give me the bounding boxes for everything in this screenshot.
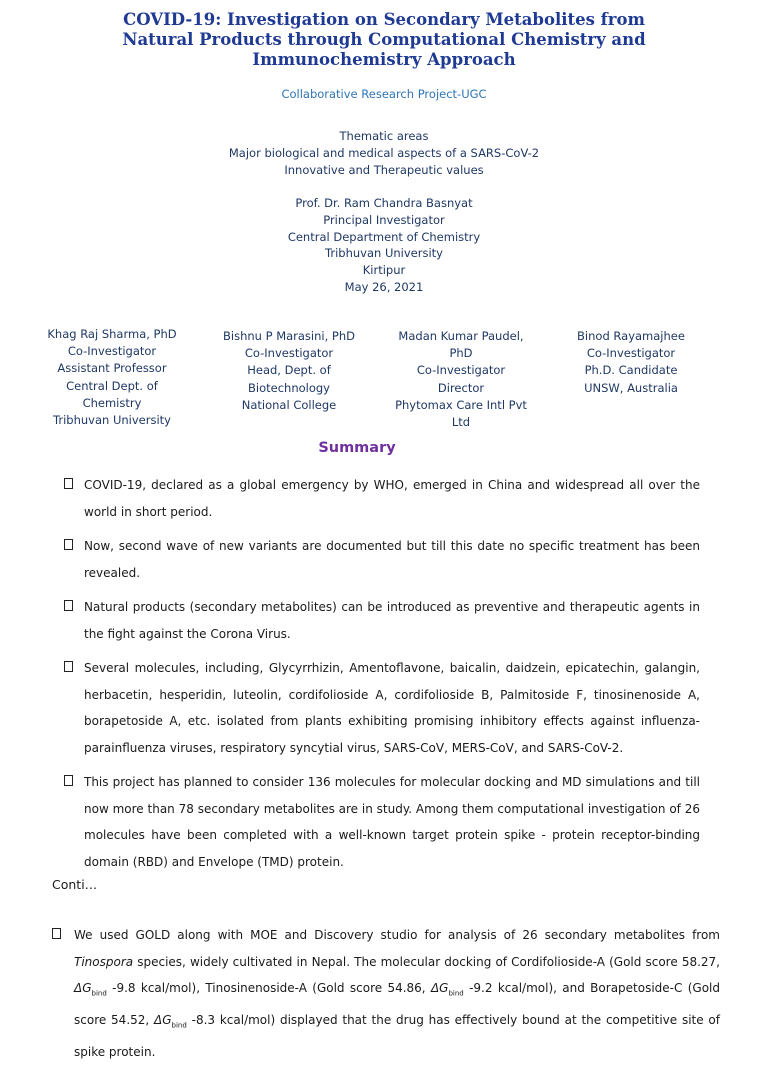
member-name: Binod Rayamajhee bbox=[577, 329, 685, 343]
member-line: Co-Investigator bbox=[67, 344, 157, 359]
pi-university: Tribhuvan University bbox=[325, 246, 443, 261]
bullet-box-icon bbox=[64, 539, 73, 550]
continued-label: Conti… bbox=[52, 877, 98, 892]
title-line: Immunochemistry Approach bbox=[252, 50, 516, 69]
member-line: Assistant Professor bbox=[57, 361, 167, 376]
member-name: Madan Kumar Paudel, bbox=[398, 329, 524, 343]
text-run: species, widely cultivated in Nepal. The molecular docking of Cordifolioside-A (Gold score 58.27, bbox=[133, 954, 720, 969]
member-line: Biotechnology bbox=[248, 380, 330, 395]
thematic-area-1: Major biological and medical aspects of a SARS-CoV-2 bbox=[228, 145, 540, 160]
team-member-1 bbox=[38, 326, 186, 429]
list-item bbox=[64, 533, 700, 586]
bullet-box-icon bbox=[64, 775, 73, 786]
genus-name: Tinospora bbox=[74, 954, 134, 969]
bullet-text: Natural products (secondary metabolites) can be introduced as preventive and therapeutic agents in the fight against the Corona Virus. bbox=[84, 600, 700, 641]
member-name: Khag Raj Sharma, PhD bbox=[47, 327, 177, 341]
delta-g-symbol: ΔG bbox=[74, 981, 92, 995]
principal-investigator-block bbox=[0, 195, 768, 296]
list-item bbox=[64, 655, 700, 761]
member-line: Phytomax Care Intl Pvt bbox=[395, 397, 527, 412]
list-item bbox=[64, 769, 700, 875]
bullet-box-icon bbox=[64, 661, 73, 672]
subscript: bind bbox=[448, 989, 464, 998]
bullet-text: This project has planned to consider 136 molecules for molecular docking and MD simulations and till now more than 78 secondary metabolites are in study. Among them computational investigation of 26 molecules have been completed with a well-known target protein spike - protein receptor-binding domain (RBD) and Envelope (TMD) protein. bbox=[84, 775, 700, 869]
member-line: UNSW, Australia bbox=[584, 380, 678, 395]
member-line: Tribhuvan University bbox=[53, 413, 171, 428]
pi-role: Principal Investigator bbox=[323, 212, 445, 227]
thematic-area-2: Innovative and Therapeutic values bbox=[284, 162, 484, 177]
summary-heading: Summary bbox=[318, 440, 396, 456]
team-member-3 bbox=[386, 328, 536, 431]
member-line: PhD bbox=[449, 346, 473, 361]
bullet-text: Several molecules, including, Glycyrrhizin, Amentoflavone, baicalin, daidzein, epicatechin, galangin, herbacetin, hesperidin, luteolin, cordifolioside A, cordifolioside B, Palmitoside F, tinosinenoside A, borapetoside A, etc. isolated from plants exhibiting promising inhibitory effects against influenza-parainfluenza viruses, respiratory syncytial virus, SARS-CoV, MERS-CoV, and SARS-CoV-2. bbox=[84, 661, 700, 755]
bullet-text bbox=[74, 922, 720, 1065]
member-line: Co-Investigator bbox=[416, 363, 506, 378]
member-line: Ph.D. Candidate bbox=[584, 363, 678, 378]
member-line: Head, Dept. of bbox=[247, 363, 331, 378]
bullet-box-icon bbox=[64, 478, 73, 489]
subscript: bind bbox=[91, 989, 107, 998]
delta-g-symbol: ΔG bbox=[430, 981, 449, 995]
delta-g-symbol: ΔG bbox=[154, 1012, 172, 1027]
document-title bbox=[60, 10, 708, 70]
team-member-2 bbox=[212, 328, 366, 414]
bullet-box-icon bbox=[52, 928, 61, 939]
project-subtitle: Collaborative Research Project-UGC bbox=[281, 87, 487, 101]
bullet-box-icon bbox=[64, 600, 73, 611]
member-line: Co-Investigator bbox=[244, 346, 334, 361]
pi-name: Prof. Dr. Ram Chandra Basnyat bbox=[295, 196, 473, 210]
thematic-areas bbox=[0, 128, 768, 178]
member-line: Director bbox=[437, 380, 485, 395]
member-line: National College bbox=[241, 397, 337, 412]
text-run: -9.2 kcal/mol), and Borapetoside-C (Gold score 54.52, bbox=[74, 981, 720, 1027]
pi-department: Central Department of Chemistry bbox=[287, 229, 481, 244]
bullet-text: Now, second wave of new variants are documented but till this date no specific treatment has been revealed. bbox=[84, 539, 700, 580]
member-line: Ltd bbox=[451, 415, 471, 430]
text-run: -9.8 kcal/mol), Tinosinenoside-A (Gold score 54.86, bbox=[106, 981, 431, 995]
member-line: Central Dept. of bbox=[66, 378, 158, 393]
document-date: May 26, 2021 bbox=[344, 279, 424, 294]
summary-list bbox=[64, 472, 700, 883]
pi-location: Kirtipur bbox=[362, 263, 406, 278]
subscript: bind bbox=[171, 1021, 187, 1030]
title-line: Natural Products through Computational Chemistry and bbox=[122, 30, 646, 49]
text-run: We used GOLD along with MOE and Discovery studio for analysis of 26 secondary metabolites from bbox=[74, 928, 720, 942]
bullet-text: COVID-19, declared as a global emergency by WHO, emerged in China and widespread all over the world in short period. bbox=[84, 478, 700, 519]
member-name: Bishnu P Marasini, PhD bbox=[223, 329, 355, 343]
team-member-4 bbox=[566, 328, 696, 397]
list-item bbox=[52, 922, 720, 1065]
thematic-heading: Thematic areas bbox=[339, 129, 429, 143]
member-line: Co-Investigator bbox=[586, 346, 676, 361]
title-line: COVID-19: Investigation on Secondary Metabolites from bbox=[123, 10, 645, 29]
member-line: Chemistry bbox=[82, 395, 142, 410]
list-item bbox=[64, 594, 700, 647]
list-item bbox=[64, 472, 700, 525]
text-run: -8.3 kcal/mol) displayed that the drug has effectively bound at the competitive site of spike protein. bbox=[74, 1012, 720, 1059]
